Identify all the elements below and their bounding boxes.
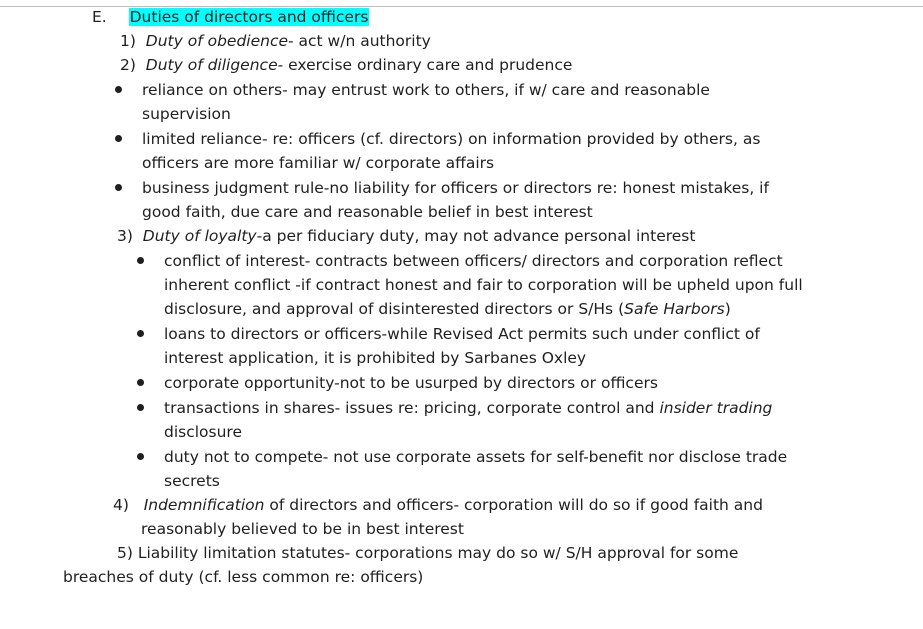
- item-term: Duty of obedience: [145, 32, 289, 50]
- item-number: 4): [113, 496, 129, 514]
- section-heading: [92, 5, 369, 29]
- item-text: - act w/n authority: [288, 32, 431, 50]
- bullet-text: duty not to compete- not use corporate assets for self-benefit nor disclose trade: [164, 448, 788, 466]
- bullet-text-cont: secrets: [164, 472, 220, 490]
- list-item-diligence: [120, 53, 572, 77]
- bullet-icon: [137, 453, 144, 460]
- bullet-text: corporate opportunity-not to be usurped by directors or officers: [164, 374, 658, 392]
- section-title: Duties of directors and officers: [129, 8, 369, 26]
- item-number: 1): [120, 32, 136, 50]
- bullet-text-cont: inherent conflict -if contract honest and fair to corporation will be upheld upon full: [164, 276, 803, 294]
- text-span: disclosure, and approval of disinterested directors or S/Hs (: [164, 300, 625, 318]
- item-term: Duty of loyalty: [142, 227, 257, 245]
- bullet-text-cont: officers are more familiar w/ corporate affairs: [142, 154, 495, 172]
- item-text-cont: reasonably believed to be in best interest: [141, 520, 464, 538]
- bullet-icon: [115, 135, 122, 142]
- bullet-icon: [137, 379, 144, 386]
- bullet-text-cont: [164, 297, 731, 321]
- bullet-text-cont: disclosure: [164, 423, 242, 441]
- list-item-indemnification: [113, 493, 763, 517]
- item-text-cont: breaches of duty (cf. less common re: officers): [63, 568, 424, 586]
- item-text: -a per fiduciary duty, may not advance personal interest: [256, 227, 696, 245]
- list-item-liability: 5) Liability limitation statutes- corporations may do so w/ S/H approval for some: [117, 544, 739, 562]
- item-text: of directors and officers- corporation will do so if good faith and: [264, 496, 763, 514]
- bullet-icon: [137, 404, 144, 411]
- item-text: - exercise ordinary care and prudence: [277, 56, 573, 74]
- bullet-text: conflict of interest- contracts between officers/ directors and corporation reflect: [164, 252, 783, 270]
- text-emphasis: Safe Harbors: [624, 300, 725, 318]
- bullet-icon: [115, 86, 122, 93]
- bullet-text: loans to directors or officers-while Revised Act permits such under conflict of: [164, 325, 760, 343]
- bullet-text-cont: supervision: [142, 105, 231, 123]
- item-term: Duty of diligence: [145, 56, 278, 74]
- list-item-loyalty: [117, 224, 695, 248]
- text-span: transactions in shares- issues re: pricing, corporate control and: [164, 399, 660, 417]
- item-number: 2): [120, 56, 136, 74]
- item-number: 3): [117, 227, 133, 245]
- text-emphasis: insider trading: [659, 399, 773, 417]
- bullet-icon: [137, 257, 144, 264]
- item-term: Indemnification: [143, 496, 265, 514]
- bullet-text: limited reliance- re: officers (cf. directors) on information provided by others, as: [142, 130, 761, 148]
- bullet-icon: [137, 330, 144, 337]
- bullet-text: [164, 396, 772, 420]
- bullet-icon: [115, 184, 122, 191]
- text-span: ): [724, 300, 731, 318]
- bullet-text-cont: good faith, due care and reasonable belief in best interest: [142, 203, 593, 221]
- bullet-text: reliance on others- may entrust work to others, if w/ care and reasonable: [142, 81, 710, 99]
- section-label: E.: [92, 8, 107, 26]
- list-item-obedience: [120, 29, 431, 53]
- bullet-text-cont: interest application, it is prohibited by Sarbanes Oxley: [164, 349, 587, 367]
- bullet-text: business judgment rule-no liability for officers or directors re: honest mistakes, if: [142, 179, 769, 197]
